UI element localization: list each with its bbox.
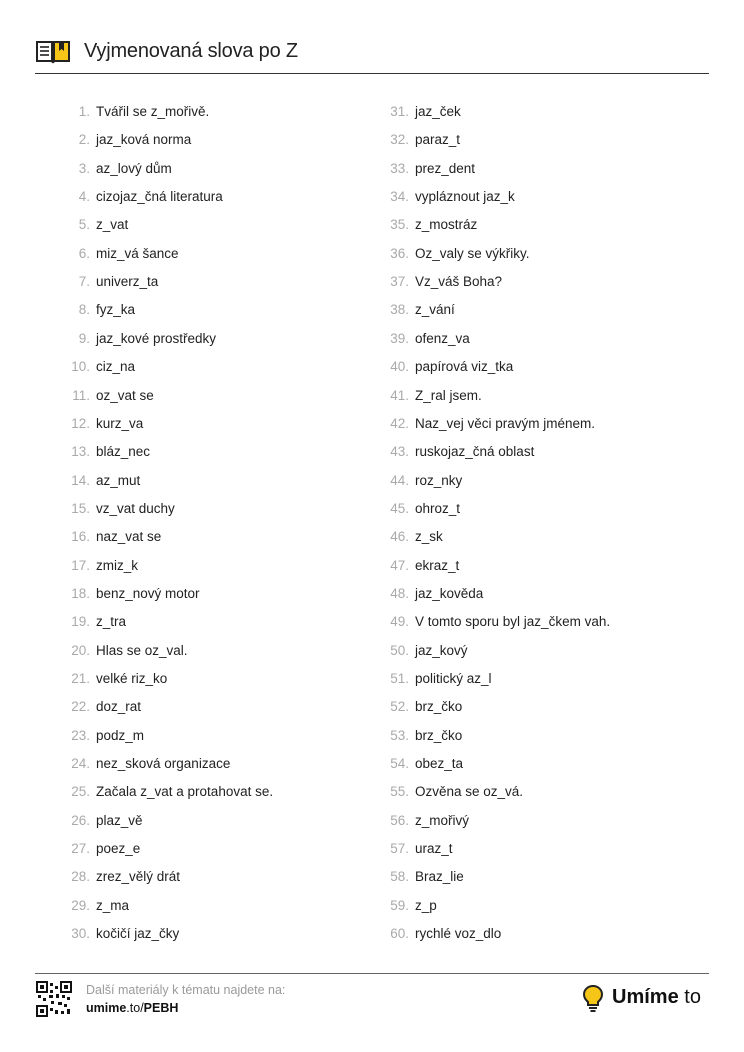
exercise-item <box>71 839 141 859</box>
item-number: 1. <box>78 104 90 119</box>
item-text: oz_vat se <box>96 387 154 403</box>
item-number: 52. <box>390 699 409 715</box>
item-number: 15. <box>71 500 90 516</box>
item-text: brz_čko <box>415 699 463 715</box>
item-text: Ozvěna se oz_vá. <box>415 784 524 800</box>
item-number: 37. <box>390 274 409 290</box>
page-header <box>35 36 709 74</box>
item-text: zrez_vělý drát <box>96 869 181 885</box>
item-text: politický az_l <box>415 671 492 686</box>
exercise-item <box>72 386 154 406</box>
exercise-item <box>71 924 180 944</box>
item-text: Hlas se oz_val. <box>96 642 188 658</box>
item-number: 19. <box>71 614 90 630</box>
item-number: 21. <box>71 671 90 686</box>
exercise-item <box>390 697 463 717</box>
item-text: nez_sková organizace <box>96 756 231 772</box>
exercise-item <box>71 896 130 916</box>
item-number: 41. <box>390 387 409 403</box>
item-number: 7. <box>78 274 90 290</box>
item-text: ciz_na <box>96 359 136 375</box>
exercise-item <box>390 414 596 434</box>
exercise-item <box>71 754 231 774</box>
exercise-item <box>71 726 145 746</box>
item-text: z_vat <box>96 217 129 233</box>
item-text: paraz_t <box>415 132 461 148</box>
item-number: 24. <box>71 756 90 772</box>
exercise-item <box>390 641 468 661</box>
item-text: rychlé voz_dlo <box>415 926 502 942</box>
exercise-item <box>78 102 210 122</box>
item-text: miz_vá šance <box>96 245 179 261</box>
brand-name-bold: Umíme <box>612 986 679 1008</box>
exercise-item <box>78 329 217 349</box>
item-text: Z_ral jsem. <box>415 387 482 403</box>
item-text: z_sk <box>415 529 443 545</box>
item-number: 51. <box>390 671 409 686</box>
item-text: ohroz_t <box>415 500 461 516</box>
exercise-item <box>390 187 515 207</box>
exercise-item <box>390 159 476 179</box>
item-number: 40. <box>390 359 409 375</box>
item-text: az_lový dům <box>96 160 172 176</box>
exercise-item <box>390 442 535 462</box>
exercise-item <box>390 499 461 519</box>
item-number: 26. <box>71 812 90 828</box>
item-number: 53. <box>390 727 409 743</box>
item-number: 9. <box>78 330 90 346</box>
item-number: 36. <box>390 245 409 261</box>
exercise-item <box>71 414 144 434</box>
item-number: 33. <box>390 160 409 176</box>
item-number: 11. <box>72 387 90 403</box>
exercise-item <box>390 357 514 377</box>
item-text: z_ma <box>96 897 130 913</box>
item-text: naz_vat se <box>96 529 162 545</box>
exercise-item <box>71 697 142 717</box>
exercise-item <box>390 102 461 122</box>
exercise-item <box>71 584 200 604</box>
exercise-item <box>390 669 492 689</box>
item-text: bláz_nec <box>96 444 151 460</box>
exercise-item <box>71 357 136 377</box>
item-text: Braz_lie <box>415 869 464 885</box>
item-number: 27. <box>71 841 90 857</box>
item-text: roz_nky <box>415 472 463 488</box>
exercise-item <box>390 329 470 349</box>
item-text: Oz_valy se výkřiky. <box>415 245 530 261</box>
item-number: 59. <box>390 897 409 913</box>
item-number: 3. <box>78 160 90 176</box>
item-text: kurz_va <box>96 415 144 431</box>
item-text: papírová viz_tka <box>415 359 514 375</box>
exercise-item <box>78 215 129 235</box>
open-book-icon <box>35 39 71 65</box>
item-text: jaz_ková norma <box>96 132 192 148</box>
exercise-item <box>390 215 478 235</box>
exercise-item <box>71 782 274 802</box>
exercise-item <box>390 244 530 264</box>
item-number: 56. <box>390 812 409 828</box>
item-text: univerz_ta <box>96 274 159 290</box>
exercise-item <box>71 556 139 576</box>
item-number: 30. <box>71 926 90 942</box>
exercise-item <box>71 527 162 547</box>
exercise-item <box>78 244 179 264</box>
exercise-item <box>390 386 482 406</box>
item-number: 31. <box>390 104 409 119</box>
item-number: 22. <box>71 699 90 715</box>
item-number: 12. <box>71 415 90 431</box>
item-text: uraz_t <box>415 841 453 857</box>
item-number: 55. <box>390 784 409 800</box>
exercise-item <box>390 584 484 604</box>
item-number: 25. <box>71 784 90 800</box>
exercise-item <box>390 471 463 491</box>
item-number: 45. <box>390 500 409 516</box>
footer-divider <box>35 973 709 974</box>
item-number: 46. <box>390 529 409 545</box>
brand-name-light: to <box>678 986 701 1008</box>
item-number: 43. <box>390 444 409 460</box>
item-number: 58. <box>390 869 409 885</box>
item-text: velké riz_ko <box>96 671 168 686</box>
exercise-item <box>390 896 437 916</box>
qr-code-icon[interactable] <box>36 981 72 1017</box>
item-number: 17. <box>71 557 90 573</box>
item-number: 8. <box>78 302 90 318</box>
item-number: 48. <box>390 585 409 601</box>
item-text: kočičí jaz_čky <box>96 926 180 942</box>
exercise-item <box>390 726 463 746</box>
item-text: brz_čko <box>415 727 463 743</box>
item-text: zmiz_k <box>96 557 139 573</box>
item-text: ofenz_va <box>415 330 470 346</box>
exercise-item <box>390 754 464 774</box>
item-number: 14. <box>71 472 90 488</box>
exercise-item <box>390 300 455 320</box>
item-number: 32. <box>390 132 409 148</box>
item-number: 54. <box>390 756 409 772</box>
item-text: fyz_ka <box>96 302 136 318</box>
item-text: az_mut <box>96 472 141 488</box>
exercise-item <box>390 272 503 292</box>
exercise-item <box>390 811 470 831</box>
exercise-item <box>71 641 188 661</box>
exercise-item <box>390 867 464 887</box>
item-text: poez_e <box>96 841 141 857</box>
item-number: 35. <box>390 217 409 233</box>
item-text: vz_vat duchy <box>96 500 175 516</box>
lightbulb-icon <box>582 984 604 1014</box>
footer-link[interactable]: umime.to/PEBH <box>86 1001 179 1015</box>
item-number: 38. <box>390 302 409 318</box>
exercise-item <box>390 130 461 150</box>
exercise-item <box>78 187 223 207</box>
item-text: Tvářil se z_mořivě. <box>96 104 210 119</box>
item-text: podz_m <box>96 727 145 743</box>
exercise-item <box>78 300 136 320</box>
item-number: 10. <box>71 359 90 375</box>
exercise-item <box>390 924 502 944</box>
item-number: 20. <box>71 642 90 658</box>
item-text: ekraz_t <box>415 557 460 573</box>
item-text: prez_dent <box>415 160 476 176</box>
item-text: z_vání <box>415 302 455 318</box>
item-number: 47. <box>390 557 409 573</box>
item-text: cizojaz_čná literatura <box>96 189 223 205</box>
footer-note: Další materiály k tématu najdete na: <box>86 983 286 997</box>
item-number: 5. <box>78 217 90 233</box>
item-text: benz_nový motor <box>96 585 200 601</box>
item-text: ruskojaz_čná oblast <box>415 444 535 460</box>
item-number: 42. <box>390 415 409 431</box>
exercise-item <box>390 839 453 859</box>
item-text: Naz_vej věci pravým jménem. <box>415 415 596 431</box>
exercise-item <box>71 442 151 462</box>
item-text: obez_ta <box>415 756 464 772</box>
item-text: doz_rat <box>96 699 142 715</box>
item-text: V tomto sporu byl jaz_čkem vah. <box>415 614 611 630</box>
exercise-item <box>78 272 159 292</box>
exercise-item <box>71 867 181 887</box>
item-text: Vz_váš Boha? <box>415 274 503 290</box>
item-number: 49. <box>390 614 409 630</box>
item-text: plaz_vě <box>96 812 143 828</box>
item-number: 16. <box>71 529 90 545</box>
exercise-item <box>78 130 192 150</box>
item-number: 60. <box>390 926 409 942</box>
item-text: z_p <box>415 897 437 913</box>
exercise-item <box>390 782 524 802</box>
exercise-item <box>78 159 172 179</box>
item-number: 4. <box>78 189 90 205</box>
item-number: 18. <box>71 585 90 601</box>
exercise-item <box>71 499 175 519</box>
exercise-item <box>390 556 460 576</box>
item-number: 39. <box>390 330 409 346</box>
item-text: z_tra <box>96 614 127 630</box>
item-text: vypláznout jaz_k <box>415 189 515 205</box>
page-title: Vyjmenovaná slova po Z <box>84 40 298 62</box>
exercise-item <box>390 527 443 547</box>
exercise-item <box>390 612 611 632</box>
item-number: 57. <box>390 841 409 857</box>
exercise-item <box>71 612 127 632</box>
exercise-item <box>71 471 141 491</box>
item-number: 44. <box>390 472 409 488</box>
item-number: 6. <box>78 245 90 261</box>
item-text: z_mořivý <box>415 812 470 828</box>
exercise-item <box>71 811 143 831</box>
item-text: jaz_kové prostředky <box>96 330 217 346</box>
item-text: z_mostráz <box>415 217 478 233</box>
item-text: jaz_ček <box>415 104 461 119</box>
item-number: 13. <box>71 444 90 460</box>
item-text: jaz_kověda <box>415 585 484 601</box>
item-text: jaz_kový <box>415 642 468 658</box>
exercise-item <box>71 669 168 689</box>
item-number: 50. <box>390 642 409 658</box>
item-number: 28. <box>71 869 90 885</box>
item-number: 2. <box>78 132 90 148</box>
item-text: Začala z_vat a protahovat se. <box>96 784 274 800</box>
item-number: 34. <box>390 189 409 205</box>
item-number: 23. <box>71 727 90 743</box>
item-number: 29. <box>71 897 90 913</box>
